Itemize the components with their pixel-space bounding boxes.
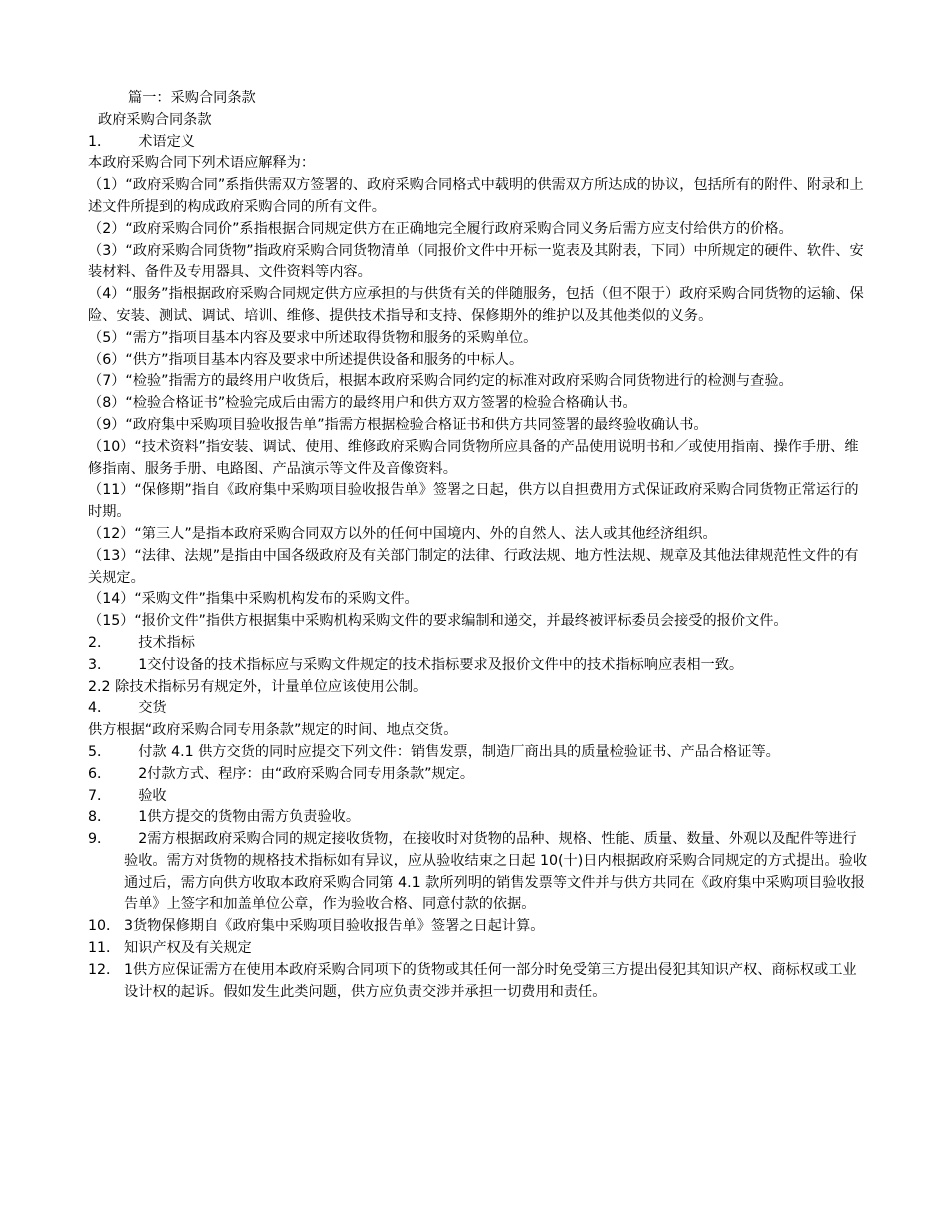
clause-number: 3． bbox=[88, 656, 112, 673]
numbered-clause bbox=[88, 764, 868, 786]
clause-number: 2． bbox=[88, 634, 112, 651]
numbered-clause bbox=[88, 633, 868, 655]
paragraph: （5）“需方”指项目基本内容及要求中所述取得货物和服务的采购单位。 bbox=[88, 329, 538, 346]
document-page bbox=[88, 88, 868, 1003]
numbered-clause bbox=[88, 786, 868, 808]
paragraph: 2.2 除技术指标另有规定外，计量单位应该使用公制。 bbox=[88, 678, 428, 695]
clause-number: 12． bbox=[88, 961, 121, 978]
clause-text: 知识产权及有关规定 bbox=[124, 940, 252, 957]
paragraph: （8）“检验合格证书”检验完成后由需方的最终用户和供方双方签署的检验合格确认书。 bbox=[88, 395, 637, 412]
numbered-clause bbox=[88, 916, 868, 938]
document-title: 政府采购合同条款 bbox=[98, 111, 212, 128]
clause-number: 11． bbox=[88, 940, 121, 957]
clause-number: 6． bbox=[88, 765, 112, 782]
clause-text: 1供方提交的货物由需方负责验收。 bbox=[124, 809, 361, 826]
numbered-clause bbox=[88, 132, 868, 154]
paragraph: （15）“报价文件”指供方根据集中采购机构采购文件的要求编制和递交，并最终被评标委员会接受的报价文件。 bbox=[88, 613, 788, 630]
paragraph: （2）“政府采购合同价”系指根据合同规定供方在正确地完全履行政府采购合同义务后需方应支付给供方的价格。 bbox=[88, 220, 793, 237]
numbered-clause bbox=[88, 742, 868, 764]
paragraph: （1）“政府采购合同”系指供需双方签署的、政府采购合同格式中载明的供需双方所达成的协议，包括所有的附件、附录和上述文件所提到的构成政府采购合同的所有文件。 bbox=[88, 177, 864, 215]
numbered-clause bbox=[88, 938, 868, 960]
clause-number: 7． bbox=[88, 787, 112, 804]
paragraph: （3）“政府采购合同货物”指政府采购合同货物清单（同报价文件中开标一览表及其附表，下同）中所规定的硬件、软件、安装材料、备件及专用器具、文件资料等内容。 bbox=[88, 242, 864, 281]
paragraph: 供方根据“政府采购合同专用条款”规定的时间、地点交货。 bbox=[88, 722, 458, 739]
clause-text: 3货物保修期自《政府集中采购项目验收报告单》签署之日起计算。 bbox=[124, 918, 545, 935]
clause-text: 付款 4.1 供方交货的同时应提交下列文件：销售发票，制造厂商出具的质量检验证书、产品合格证等。 bbox=[124, 743, 780, 760]
paragraph: （14）“采购文件”指集中采购机构发布的采购文件。 bbox=[88, 591, 419, 608]
paragraph: （4）“服务”指根据政府采购合同规定供方应承担的与供货有关的伴随服务，包括（但不限于）政府采购合同货物的运输、保险、安装、测试、调试、培训、维修、提供技术指导和支持、保修期外的维护以及其他类似的义务。 bbox=[88, 286, 864, 324]
paragraph: （10）“技术资料”指安装、调试、使用、维修政府采购合同货物所应具备的产品使用说明书和／或使用指南、操作手册、维修指南、服务手册、电路图、产品演示等文件及音像资料。 bbox=[88, 438, 859, 477]
clause-number: 1． bbox=[88, 133, 112, 150]
clause-text: 1供方应保证需方在使用本政府采购合同项下的货物或其任何一部分时免受第三方提出侵犯其知识产权、商标权或工业设计权的起诉。假如发生此类问题，供方应负责交涉并承担一切费用和责任。 bbox=[124, 961, 857, 1000]
clause-text: 验收 bbox=[124, 787, 167, 804]
numbered-clause bbox=[88, 960, 868, 1004]
numbered-clause bbox=[88, 807, 868, 829]
clause-number: 5． bbox=[88, 743, 112, 760]
clause-number: 9． bbox=[88, 831, 112, 848]
clause-text: 2付款方式、程序：由“政府采购合同专用条款”规定。 bbox=[124, 765, 475, 782]
numbered-clause bbox=[88, 829, 868, 916]
paragraph: （12）“第三人”是指本政府采购合同双方以外的任何中国境内、外的自然人、法人或其他经济组织。 bbox=[88, 525, 717, 542]
paragraph: （13）“法律、法规”是指由中国各级政府及有关部门制定的法律、行政法规、地方性法规、规章及其他法律规范性文件的有关规定。 bbox=[88, 547, 859, 586]
numbered-clause bbox=[88, 655, 868, 677]
clause-text: 术语定义 bbox=[124, 133, 195, 150]
paragraph: （7）“检验”指需方的最终用户收货后，根据本政府采购合同约定的标准对政府采购合同货物进行的检测与查验。 bbox=[88, 373, 793, 390]
clause-text: 交货 bbox=[124, 700, 167, 717]
paragraph: （6）“供方”指项目基本内容及要求中所述提供设备和服务的中标人。 bbox=[88, 351, 524, 368]
document-heading: 篇一：采购合同条款 bbox=[128, 90, 256, 106]
clause-text: 2需方根据政府采购合同的规定接收货物，在接收时对货物的品种、规格、性能、质量、数量、外观以及配件等进行验收。需方对货物的规格技术指标如有异议，应从验收结束之日起 10(十)日内根据政府采购合同规定的方式提出。验收通过后，需方向供方收取本政府采购合同第 4.1 款所列明的销售发票等文件并与供方共同在《政府集中采购项目验收报告单》上签字和加盖单位公章，作为验收合格、同意付款的依据。 bbox=[124, 831, 868, 913]
paragraph: 本政府采购合同下列术语应解释为： bbox=[88, 155, 316, 172]
clause-text: 技术指标 bbox=[124, 634, 195, 651]
numbered-clause bbox=[88, 698, 868, 720]
clause-number: 8． bbox=[88, 809, 112, 826]
clause-number: 4． bbox=[88, 700, 112, 717]
paragraph: （9）“政府集中采购项目验收报告单”指需方根据检验合格证书和供方共同签署的最终验收确认书。 bbox=[88, 416, 708, 433]
paragraph: （11）“保修期”指自《政府集中采购项目验收报告单》签署之日起，供方以自担费用方式保证政府采购合同货物正常运行的时期。 bbox=[88, 482, 859, 521]
document-body bbox=[88, 132, 868, 1004]
clause-number: 10． bbox=[88, 918, 121, 935]
clause-text: 1交付设备的技术指标应与采购文件规定的技术指标要求及报价文件中的技术指标响应表相一致。 bbox=[124, 656, 744, 673]
